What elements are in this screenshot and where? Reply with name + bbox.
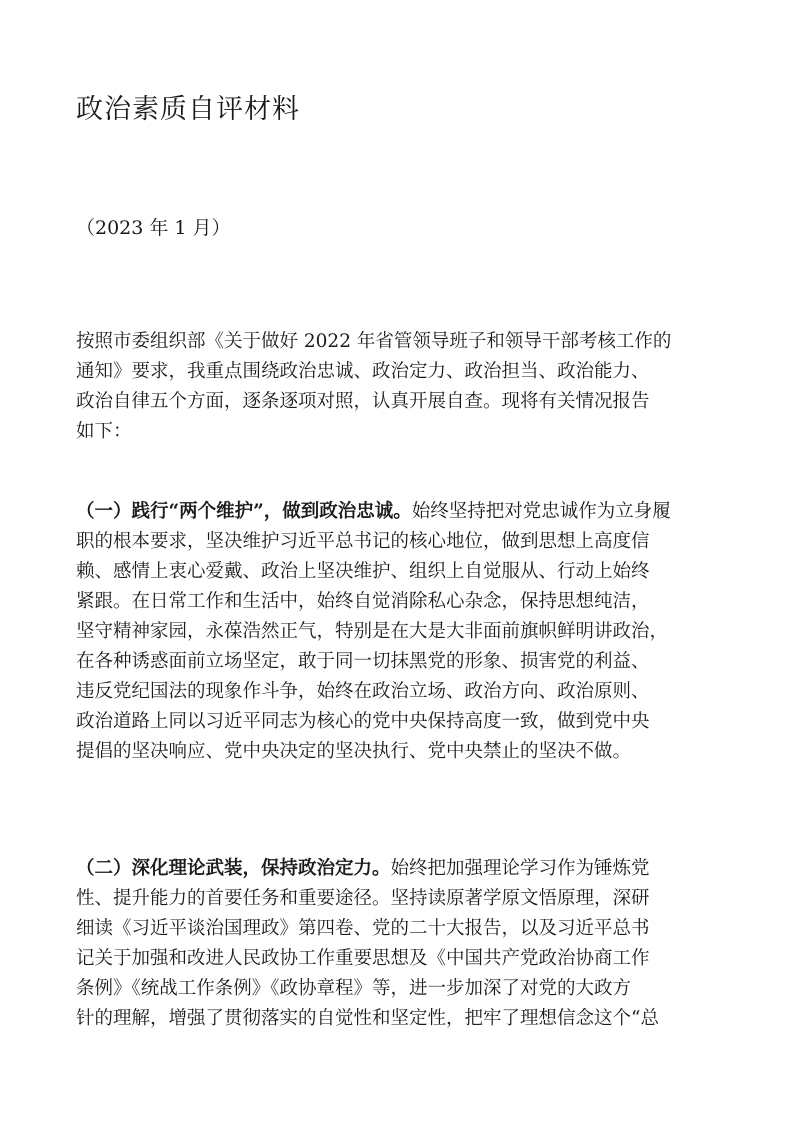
paragraph-line: 赖、感情上衷心爱戴、政治上坚决维护、组织上自觉服从、行动上始终: [76, 561, 650, 582]
document-title: 政治素质自评材料: [76, 94, 300, 125]
paragraph-line: [76, 497, 756, 527]
paragraph-line: 违反党纪国法的现象作斗争，始终在政治立场、政治方向、政治原则、: [76, 681, 650, 702]
intro-paragraph: [76, 327, 756, 447]
paragraph-line: 政治道路上同以习近平同志为核心的党中央保持高度一致，做到党中央: [76, 711, 650, 732]
paragraph-line: 通知》要求，我重点围绕政治忠诚、政治定力、政治担当、政治能力、: [76, 361, 650, 382]
paragraph-line: 条例》《统战工作条例》《政协章程》等，进一步加深了对党的大政方: [76, 978, 632, 999]
section-1-first-line-text: 始终坚持把对党忠诚作为立身履: [411, 501, 671, 522]
paragraph-line: 性、提升能力的首要任务和重要途径。坚持读原著学原文悟原理，深研: [76, 888, 650, 909]
paragraph-line: 记关于加强和改进人民政协工作重要思想及《中国共产党政治协商工作: [76, 948, 650, 969]
section-2-first-line-text: 始终把加强理论学习作为锤炼党: [390, 858, 650, 879]
paragraph-line: 如下：: [76, 421, 132, 442]
section-1-paragraph: [76, 497, 756, 767]
section-2-heading: （二）深化理论武装，保持政治定力。: [76, 858, 391, 879]
paragraph-line: 按照市委组织部《关于做好 2022 年省管领导班子和领导干部考核工作的: [76, 331, 672, 352]
paragraph-line: 提倡的坚决响应、党中央决定的坚决执行、党中央禁止的坚决不做。: [76, 741, 632, 762]
paragraph-line: 政治自律五个方面，逐条逐项对照，认真开展自查。现将有关情况报告: [76, 391, 650, 412]
paragraph-line: 坚守精神家园，永葆浩然正气，特别是在大是大非面前旗帜鲜明讲政治，: [76, 621, 669, 642]
document-date: （2023 年 1 月）: [76, 217, 231, 239]
section-1-heading: （一）践行“两个维护”，做到政治忠诚。: [76, 501, 412, 522]
paragraph-line: 紧跟。在日常工作和生活中，始终自觉消除私心杂念，保持思想纯洁，: [76, 591, 650, 612]
section-2-paragraph: [76, 854, 756, 1034]
paragraph-line: 细读《习近平谈治国理政》第四卷、党的二十大报告，以及习近平总书: [76, 918, 650, 939]
paragraph-line: 针的理解，增强了贯彻落实的自觉性和坚定性，把牢了理想信念这个“总: [76, 1008, 659, 1029]
paragraph-line: [76, 854, 756, 884]
paragraph-line: 在各种诱惑面前立场坚定，敢于同一切抹黑党的形象、损害党的利益、: [76, 651, 650, 672]
paragraph-line: 职的根本要求，坚决维护习近平总书记的核心地位，做到思想上高度信: [76, 531, 650, 552]
